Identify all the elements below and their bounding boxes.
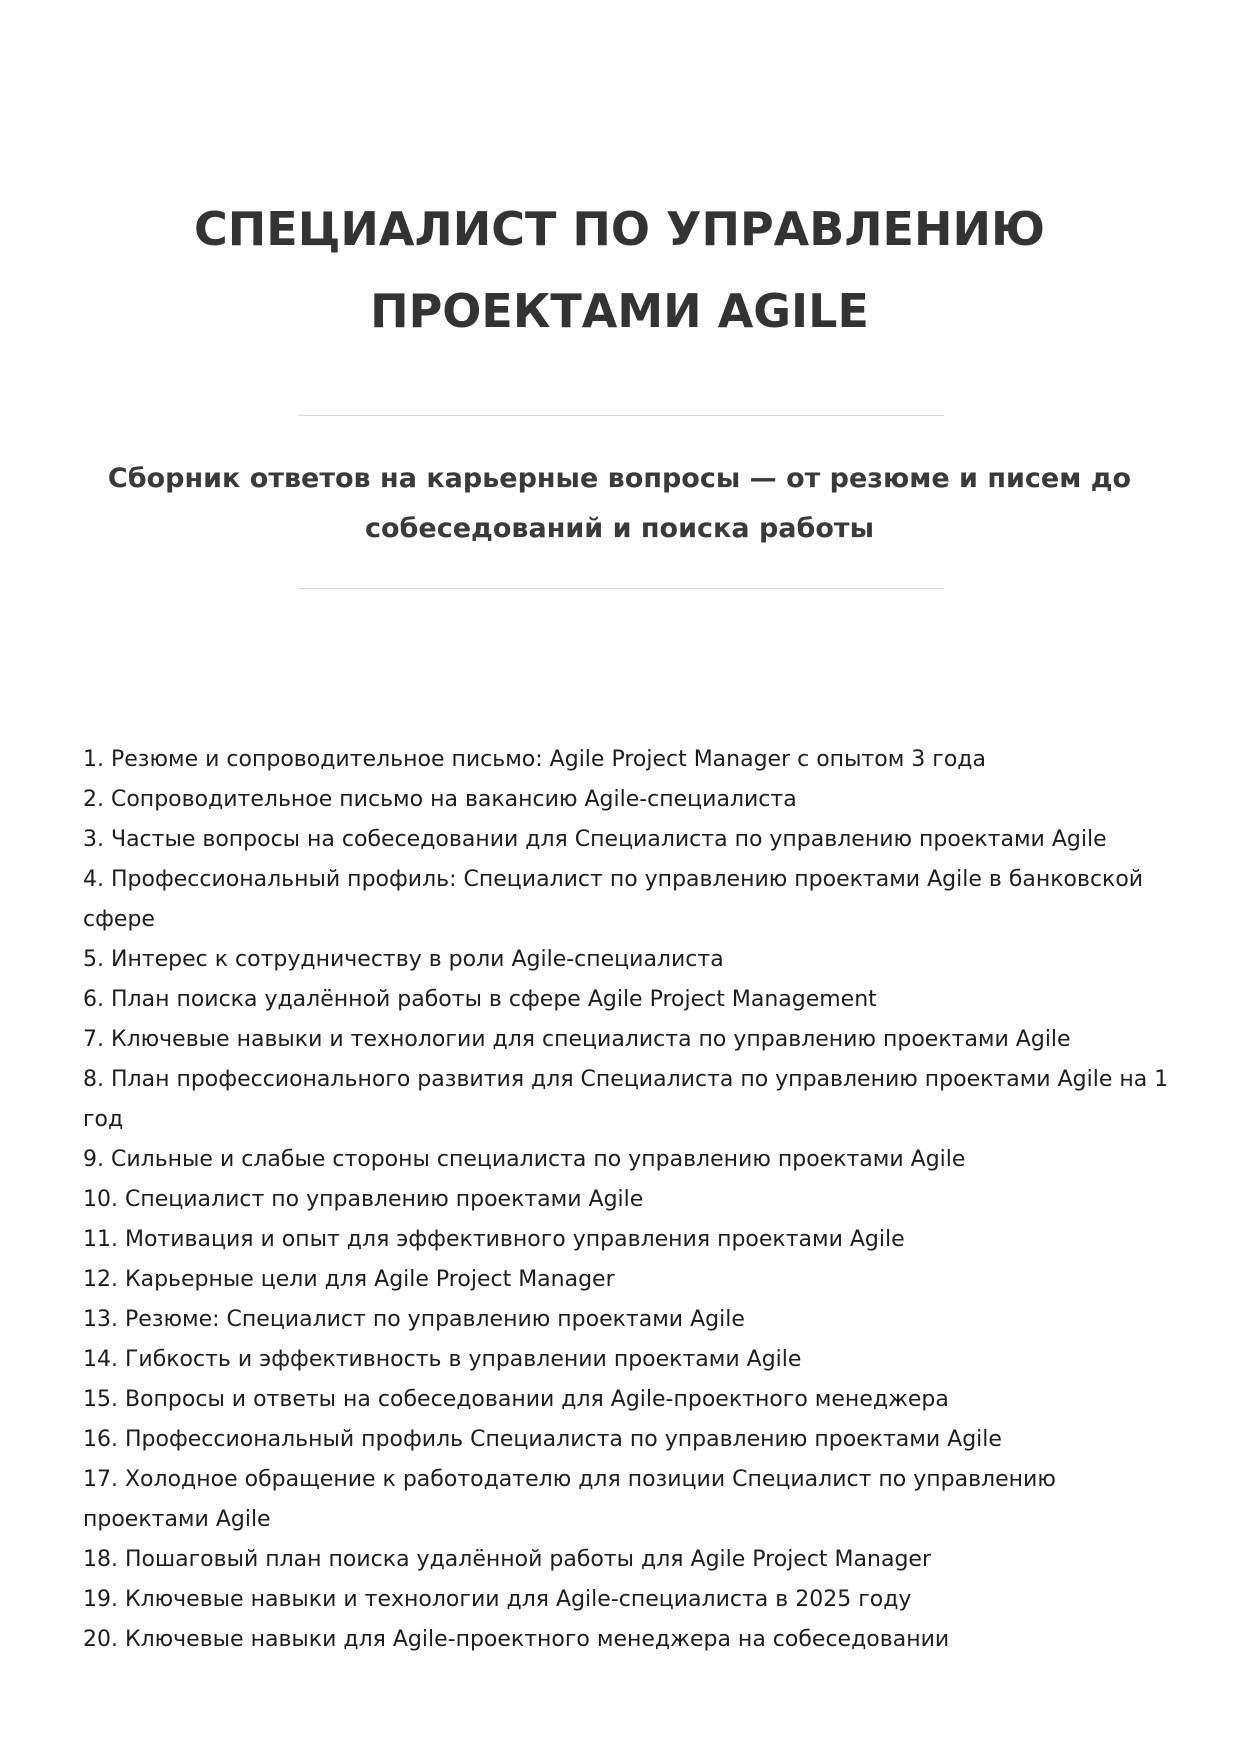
table-of-contents [83,740,1173,1660]
document-subtitle [100,454,1139,554]
toc-line-text: 14. Гибкость и эффективность в управлении проектами Agile [83,1347,802,1372]
bottom-divider [298,588,944,589]
toc-line-text: 10. Специалист по управлению проектами Agile [83,1187,644,1212]
toc-line-text: 2. Сопроводительное письмо на вакансию Agile-специалиста [83,787,797,812]
toc-line [83,1620,1173,1660]
toc-line [83,1300,1173,1340]
toc-line-text: 9. Сильные и слабые стороны специалиста по управлению проектами Agile [83,1147,966,1172]
document-title-line-2: ПРОЕКТАМИ AGILE [370,284,869,338]
toc-line [83,940,1173,980]
toc-line [83,1420,1173,1460]
toc-line-text: 1. Резюме и сопроводительное письмо: Agile Project Manager с опытом 3 года [83,747,986,772]
toc-line-text: 13. Резюме: Специалист по управлению проектами Agile [83,1307,745,1332]
toc-line [83,740,1173,780]
toc-line-text: проектами Agile [83,1507,271,1532]
toc-line-text: 12. Карьерные цели для Agile Project Manager [83,1267,615,1292]
toc-line [83,1220,1173,1260]
toc-line-text: 8. План профессионального развития для Специалиста по управлению проектами Agile на 1 [83,1067,1169,1092]
toc-line-text: 7. Ключевые навыки и технологии для специалиста по управлению проектами Agile [83,1027,1071,1052]
toc-line-text: 18. Пошаговый план поиска удалённой работы для Agile Project Manager [83,1547,931,1572]
toc-line-text: 4. Профессиональный профиль: Специалист по управлению проектами Agile в банковской [83,867,1144,892]
toc-line-text: 3. Частые вопросы на собеседовании для Специалиста по управлению проектами Agile [83,827,1107,852]
toc-line [83,860,1173,900]
toc-line-text: 16. Профессиональный профиль Специалиста по управлению проектами Agile [83,1427,1002,1452]
toc-line [83,1340,1173,1380]
toc-line [83,1100,1173,1140]
document-subtitle-line-1: Сборник ответов на карьерные вопросы — от резюме и писем до [107,463,1132,494]
toc-line-text: год [83,1107,124,1132]
toc-line-text: 19. Ключевые навыки и технологии для Agile-специалиста в 2025 году [83,1587,912,1612]
toc-line [83,1460,1173,1500]
toc-line [83,1260,1173,1300]
toc-line [83,780,1173,820]
toc-line [83,1060,1173,1100]
toc-line [83,900,1173,940]
top-divider [298,415,944,416]
toc-line-text: 20. Ключевые навыки для Agile-проектного менеджера на собеседовании [83,1627,950,1652]
toc-line [83,1140,1173,1180]
toc-line [83,1020,1173,1060]
toc-line [83,820,1173,860]
document-title [0,188,1239,352]
toc-line [83,980,1173,1020]
toc-line-text: 11. Мотивация и опыт для эффективного управления проектами Agile [83,1227,905,1252]
toc-line [83,1540,1173,1580]
document-title-line-1: СПЕЦИАЛИСТ ПО УПРАВЛЕНИЮ [194,202,1045,256]
toc-line [83,1180,1173,1220]
toc-line [83,1380,1173,1420]
toc-line-text: 6. План поиска удалённой работы в сфере Agile Project Management [83,987,877,1012]
toc-line-text: 15. Вопросы и ответы на собеседовании для Agile-проектного менеджера [83,1387,949,1412]
toc-line-text: 5. Интерес к сотрудничеству в роли Agile-специалиста [83,947,724,972]
toc-line-text: сфере [83,907,155,932]
toc-line [83,1580,1173,1620]
toc-line-text: 17. Холодное обращение к работодателю для позиции Специалист по управлению [83,1467,1056,1492]
document-subtitle-line-2: собеседований и поиска работы [365,513,874,544]
toc-line [83,1500,1173,1540]
